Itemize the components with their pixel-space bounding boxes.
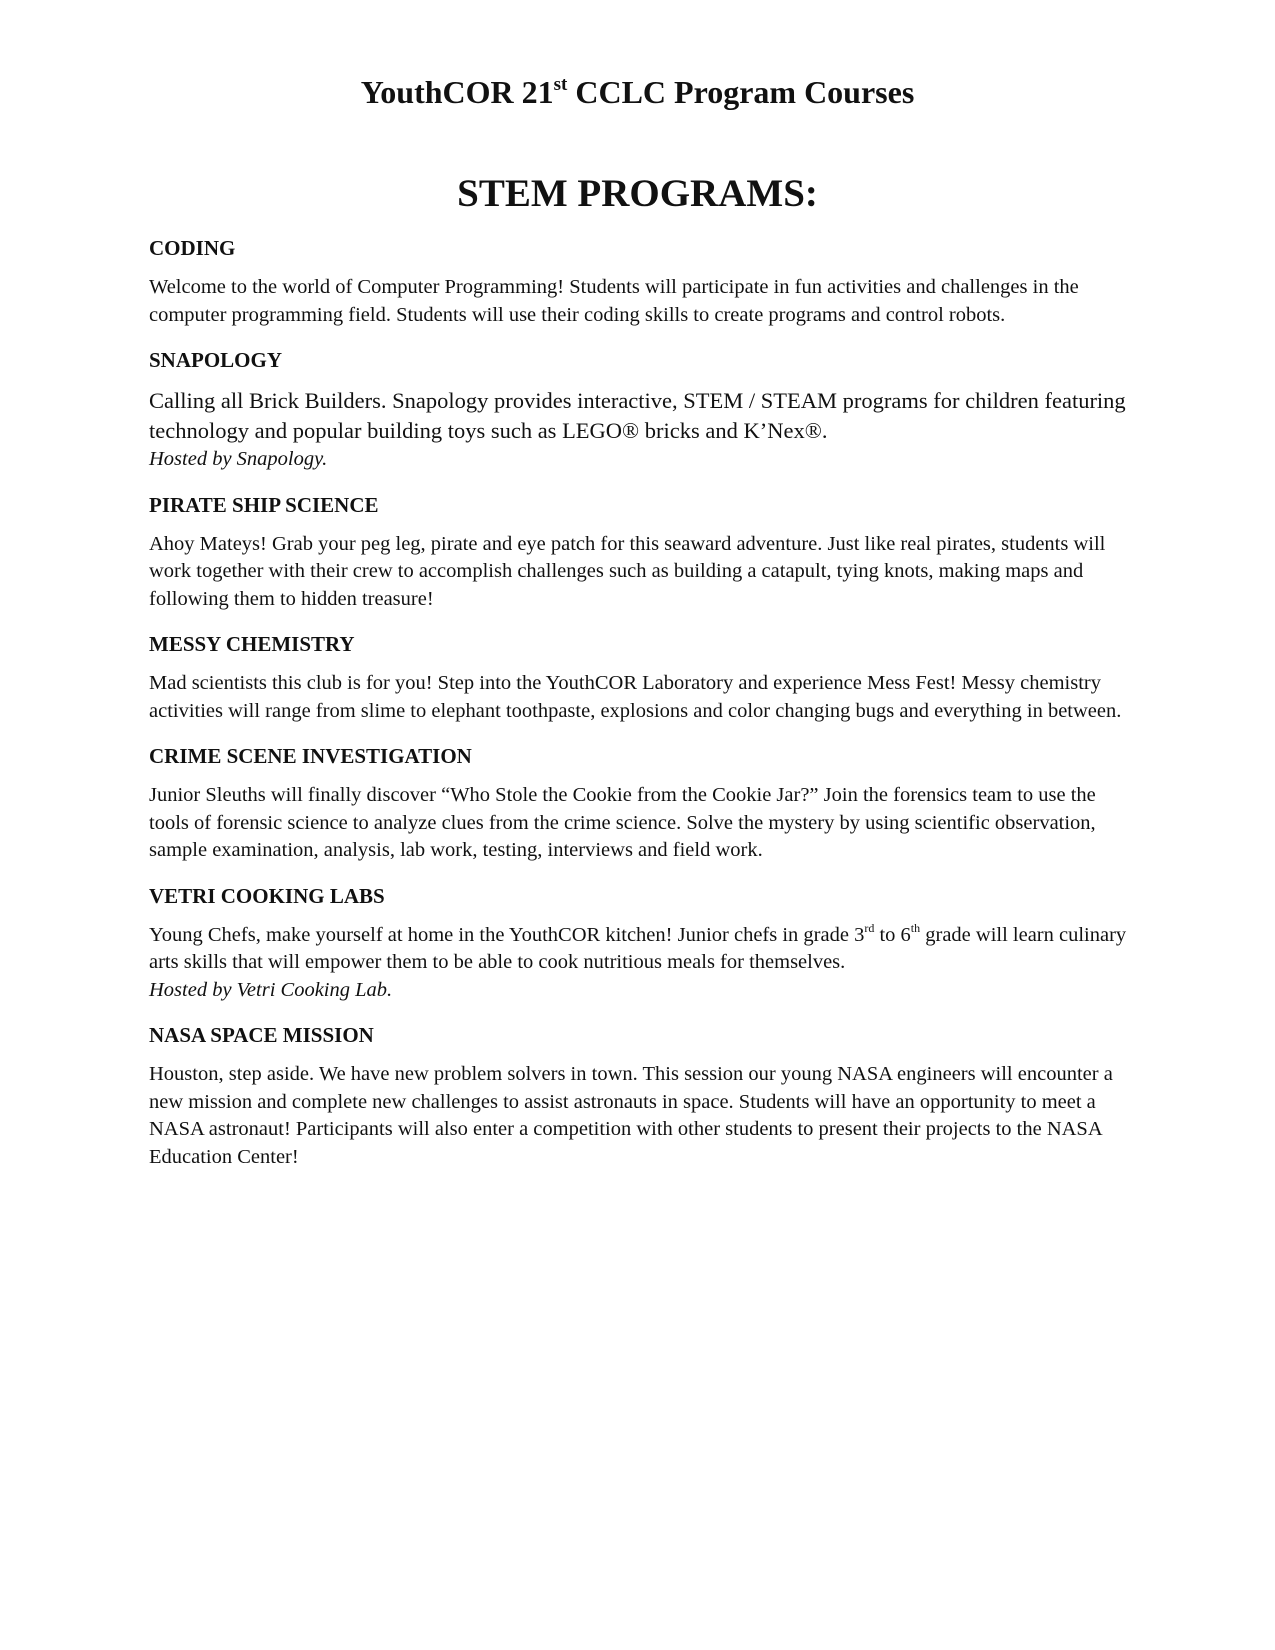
course-host: Hosted by Vetri Cooking Lab. [149, 978, 393, 1001]
section-heading: STEM PROGRAMS: [457, 172, 818, 215]
description-part: to 6 [874, 923, 911, 946]
course-description: Houston, step aside. We have new problem solvers in town. This session our young NASA engineers will encounter a new mission and complete new challenges to assist astronauts in space. Students will have an opportunity to meet a NASA astronaut! Participants will also enter a competition with other students to present their projects to the NASA Education Center! [149, 1063, 1113, 1168]
course-description: Ahoy Mateys! Grab your peg leg, pirate and eye patch for this seaward adventure. Just like real pirates, students will work together with their crew to accomplish challenges such as building a catapult, tying knots, making maps and following them to hidden treasure! [149, 532, 1106, 610]
ordinal-superscript: th [910, 920, 921, 935]
course-description: Junior Sleuths will finally discover “Who Stole the Cookie from the Cookie Jar?” Join the forensics team to use the tools of forensic science to analyze clues from the crime science. Solve the mystery by using scientific observation, sample examination, analysis, lab work, testing, interviews and field work. [149, 784, 1096, 861]
title-main: YouthCOR 21 [360, 74, 554, 110]
course-coding [149, 234, 1129, 329]
course-name: NASA SPACE MISSION [149, 1023, 374, 1047]
course-name: PIRATE SHIP SCIENCE [149, 492, 379, 517]
document-title [0, 72, 1275, 112]
course-crime-scene-investigation [149, 742, 1129, 865]
ordinal-superscript: rd [864, 920, 875, 935]
course-name: CRIME SCENE INVESTIGATION [149, 744, 472, 768]
course-name: VETRI COOKING LABS [149, 883, 385, 908]
course-name: CODING [149, 236, 236, 260]
title-rest: CCLC Program Courses [567, 74, 915, 110]
course-description: Mad scientists this club is for you! Step into the YouthCOR Laboratory and experience Mess Fest! Messy chemistry activities will range from slime to elephant toothpaste, explosions and color changing bugs and everything in between. [149, 672, 1122, 722]
description-part: Young Chefs, make yourself at home in the YouthCOR kitchen! Junior chefs in grade 3 [149, 923, 865, 946]
course-description: Calling all Brick Builders. Snapology provides interactive, STEM / STEAM programs for children featuring technology and popular building toys such as LEGO® bricks and K’Nex®. [149, 388, 1126, 443]
course-pirate-ship-science [149, 491, 1129, 614]
course-snapology [149, 346, 1129, 474]
course-name: MESSY CHEMISTRY [149, 632, 355, 656]
course-vetri-cooking-labs [149, 882, 1129, 1005]
course-messy-chemistry [149, 630, 1129, 725]
course-host: Hosted by Snapology. [149, 448, 328, 470]
title-superscript: st [553, 74, 568, 95]
course-description [149, 922, 1129, 977]
course-nasa-space-mission [149, 1021, 1129, 1171]
description-part: grade will learn culinary arts skills that will empower them to be able to cook nutritious meals for themselves. [149, 923, 1127, 973]
course-list [149, 234, 1129, 1188]
course-name: SNAPOLOGY [149, 348, 283, 372]
course-description: Welcome to the world of Computer Programming! Students will participate in fun activities and challenges in the computer programming field. Students will use their coding skills to create programs and control robots. [149, 276, 1079, 326]
